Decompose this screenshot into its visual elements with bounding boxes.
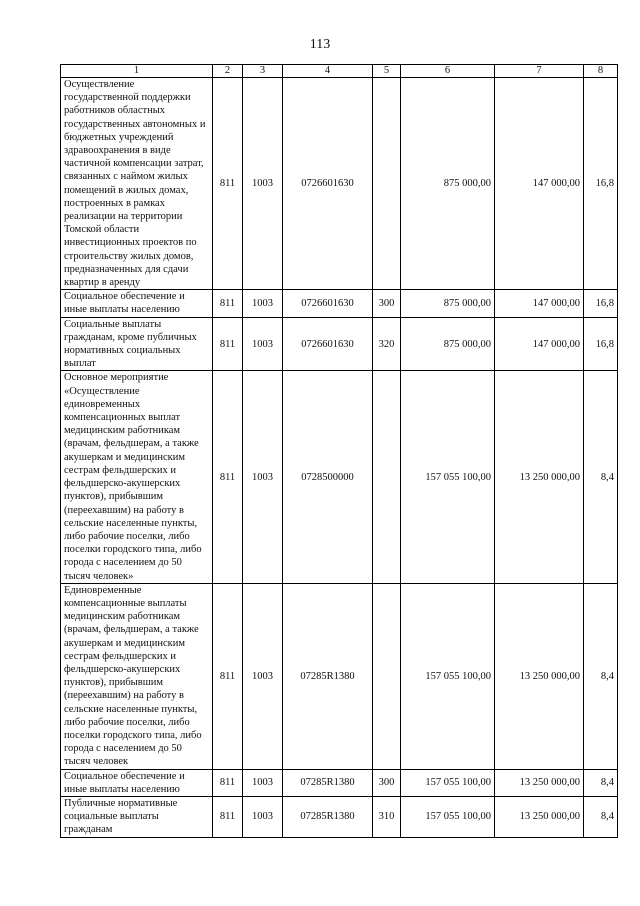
- cell-col5: [373, 78, 401, 290]
- cell-col2: 811: [213, 290, 243, 317]
- cell-col3: 1003: [243, 317, 283, 371]
- table-row: [61, 290, 618, 317]
- cell-col3: 1003: [243, 769, 283, 796]
- row-description: Единовременные компенсационные выплаты медицинским работникам (врачам, фельдшерам, а также акушеркам и медицинским сестрам фельдшерских и фельдшерско-акушерских пунктов), прибывшим (переехавшим) на работу в сельские населенные пункты, либо рабочие поселки, либо поселки городского типа, либо города с населением до 50 тысяч человек: [61, 583, 213, 769]
- column-header: 3: [243, 65, 283, 78]
- cell-col5: 320: [373, 317, 401, 371]
- cell-col2: 811: [213, 796, 243, 837]
- cell-col6: 875 000,00: [401, 317, 495, 371]
- cell-col6: 157 055 100,00: [401, 371, 495, 583]
- cell-col5: 310: [373, 796, 401, 837]
- column-header: 5: [373, 65, 401, 78]
- cell-col8: 8,4: [584, 583, 618, 769]
- cell-col8: 8,4: [584, 769, 618, 796]
- table-row: [61, 583, 618, 769]
- cell-col3: 1003: [243, 290, 283, 317]
- column-header: 1: [61, 65, 213, 78]
- budget-table: [60, 64, 618, 838]
- cell-col7: 13 250 000,00: [495, 583, 584, 769]
- column-header: 2: [213, 65, 243, 78]
- cell-col6: 875 000,00: [401, 290, 495, 317]
- cell-col4: 07285R1380: [283, 769, 373, 796]
- cell-col5: [373, 371, 401, 583]
- cell-col2: 811: [213, 769, 243, 796]
- cell-col5: 300: [373, 290, 401, 317]
- cell-col2: 811: [213, 371, 243, 583]
- header-row: [61, 65, 618, 78]
- cell-col6: 875 000,00: [401, 78, 495, 290]
- cell-col7: 147 000,00: [495, 78, 584, 290]
- cell-col4: 0728500000: [283, 371, 373, 583]
- cell-col3: 1003: [243, 371, 283, 583]
- cell-col8: 16,8: [584, 78, 618, 290]
- cell-col5: 300: [373, 769, 401, 796]
- cell-col4: 07285R1380: [283, 583, 373, 769]
- column-header: 4: [283, 65, 373, 78]
- cell-col8: 8,4: [584, 371, 618, 583]
- cell-col3: 1003: [243, 583, 283, 769]
- cell-col6: 157 055 100,00: [401, 583, 495, 769]
- cell-col2: 811: [213, 78, 243, 290]
- cell-col6: 157 055 100,00: [401, 796, 495, 837]
- row-description: Социальное обеспечение и иные выплаты населению: [61, 769, 213, 796]
- cell-col4: 0726601630: [283, 317, 373, 371]
- cell-col2: 811: [213, 583, 243, 769]
- cell-col4: 07285R1380: [283, 796, 373, 837]
- cell-col5: [373, 583, 401, 769]
- row-description: Публичные нормативные социальные выплаты гражданам: [61, 796, 213, 837]
- column-header: 6: [401, 65, 495, 78]
- cell-col8: 8,4: [584, 796, 618, 837]
- row-description: Социальное обеспечение и иные выплаты населению: [61, 290, 213, 317]
- table-row: [61, 371, 618, 583]
- table-row: [61, 78, 618, 290]
- cell-col2: 811: [213, 317, 243, 371]
- cell-col7: 13 250 000,00: [495, 796, 584, 837]
- cell-col4: 0726601630: [283, 290, 373, 317]
- cell-col8: 16,8: [584, 317, 618, 371]
- cell-col6: 157 055 100,00: [401, 769, 495, 796]
- cell-col7: 13 250 000,00: [495, 371, 584, 583]
- table-row: [61, 796, 618, 837]
- row-description: Основное мероприятие «Осуществление единовременных компенсационных выплат медицинским работникам (врачам, фельдшерам, а также акушеркам и медицинским сестрам фельдшерских и фельдшерско-акушерских пунктов), прибывшим (переехавшим) на работу в сельские населенные пункты, либо рабочие поселки, либо поселки городского типа, либо города с населением до 50 тысяч человек»: [61, 371, 213, 583]
- cell-col7: 147 000,00: [495, 317, 584, 371]
- cell-col7: 147 000,00: [495, 290, 584, 317]
- row-description: Социальные выплаты гражданам, кроме публичных нормативных социальных выплат: [61, 317, 213, 371]
- table-row: [61, 769, 618, 796]
- cell-col3: 1003: [243, 796, 283, 837]
- table-row: [61, 317, 618, 371]
- cell-col4: 0726601630: [283, 78, 373, 290]
- column-header: 7: [495, 65, 584, 78]
- cell-col8: 16,8: [584, 290, 618, 317]
- column-header: 8: [584, 65, 618, 78]
- row-description: Осуществление государственной поддержки работников областных государственных автономных и бюджетных учреждений здравоохранения в виде частичной компенсации затрат, связанных с наймом жилых помещений в жилых домах, построенных в рамках реализации на территории Томской области инвестиционных проектов по строительству жилых домов, предназначенных для сдачи квартир в аренду: [61, 78, 213, 290]
- page-number: 113: [309, 37, 331, 52]
- cell-col3: 1003: [243, 78, 283, 290]
- cell-col7: 13 250 000,00: [495, 769, 584, 796]
